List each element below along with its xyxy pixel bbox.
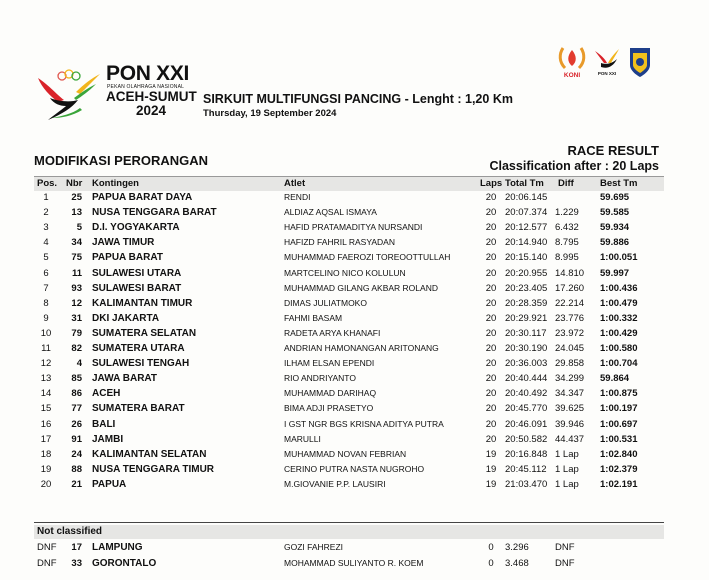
table-row (34, 296, 664, 311)
table-row (34, 311, 664, 326)
table-row (34, 540, 664, 555)
cell-laps: 20 (485, 388, 497, 400)
col-pos: Pos. (37, 178, 58, 189)
table-row (34, 235, 664, 250)
cell-diff: 23.776 (555, 312, 585, 324)
table-row (34, 266, 664, 281)
cell-kontingen: SULAWESI BARAT (92, 282, 182, 294)
cell-total: 20:50.582 (505, 433, 548, 445)
cell-total: 20:40.444 (505, 373, 548, 385)
cell-laps: 19 (485, 448, 497, 460)
brand-title: PON XXI (106, 62, 190, 85)
cell-total: 20:46.091 (505, 418, 548, 430)
cell-total: 3.468 (505, 557, 529, 569)
cell-total: 3.296 (505, 542, 529, 553)
cell-diff: 44.437 (555, 433, 585, 445)
cell-laps: 20 (485, 267, 497, 279)
cell-nbr: 33 (71, 557, 82, 569)
cell-diff: 39.946 (555, 418, 585, 430)
cell-pos: 17 (40, 433, 52, 445)
cell-nbr: 75 (71, 252, 82, 264)
brand-host: ACEH-SUMUT (106, 89, 197, 104)
cell-laps: 19 (485, 478, 497, 490)
cell-best: 59.997 (600, 267, 630, 279)
cell-diff: 17.260 (555, 282, 585, 294)
cell-pos: 12 (40, 358, 52, 370)
cell-total: 20:28.359 (505, 297, 548, 309)
table-row (34, 462, 664, 477)
cell-kontingen: JAWA BARAT (92, 373, 157, 385)
cell-diff: 14.810 (555, 267, 585, 279)
cell-best: 1:02.191 (600, 478, 638, 490)
event-date: Thursday, 19 September 2024 (203, 108, 337, 119)
pon-xxi-small-logo-icon (593, 45, 621, 79)
cell-laps: 20 (485, 222, 497, 234)
cell-laps: 20 (485, 433, 497, 445)
cell-atlet: ILHAM ELSAN EPENDI (284, 358, 375, 369)
cell-atlet: MARULLI (284, 433, 321, 444)
classification-info: Classification after : 20 Laps (489, 159, 659, 173)
cell-pos: 11 (41, 343, 51, 354)
cell-pos: 7 (43, 282, 49, 294)
col-total: Total Tm (505, 178, 544, 189)
cell-pos: 2 (43, 207, 49, 219)
cell-total: 20:16.848 (505, 448, 548, 460)
cell-kontingen: SULAWESI TENGAH (92, 358, 190, 370)
cell-atlet: MUHAMMAD NOVAN FEBRIAN (284, 448, 407, 459)
cell-kontingen: GORONTALO (92, 557, 157, 569)
cell-pos: 15 (40, 403, 52, 415)
cell-diff: 1 Lap (555, 463, 579, 475)
cell-diff: 1.229 (555, 207, 579, 219)
cell-total: 20:14.940 (505, 237, 548, 249)
cell-laps: 0 (488, 542, 494, 553)
cell-total: 20:40.492 (505, 388, 548, 400)
cell-best: 1:00.479 (600, 297, 638, 309)
cell-nbr: 82 (71, 343, 82, 354)
brand-block (106, 63, 197, 118)
table-row (34, 477, 664, 492)
cell-nbr: 31 (71, 312, 82, 324)
cell-diff: 8.795 (555, 237, 579, 249)
table-row (34, 401, 664, 416)
cell-laps: 20 (485, 403, 497, 415)
cell-total: 20:20.955 (505, 267, 548, 279)
table-row (34, 190, 664, 205)
brand-subtitle: PEKAN OLAHRAGA NASIONAL (107, 84, 185, 90)
cell-total: 21:03.470 (505, 478, 548, 490)
col-best: Best Tm (600, 178, 638, 189)
table-row (34, 447, 664, 462)
cell-atlet: ALDIAZ AQSAL ISMAYA (284, 207, 377, 218)
table-row (34, 326, 664, 341)
cell-atlet: MUHAMMAD FAEROZI TOREOOTTULLAH (284, 252, 451, 263)
cell-diff: DNF (555, 542, 575, 553)
cell-best: 1:00.697 (600, 418, 638, 430)
col-kontingen: Kontingen (92, 178, 139, 189)
cell-nbr: 26 (71, 418, 82, 430)
cell-total: 20:15.140 (505, 252, 548, 264)
cell-kontingen: SUMATERA SELATAN (92, 327, 197, 339)
cell-pos: 13 (40, 373, 52, 385)
cell-nbr: 86 (71, 388, 82, 400)
venue-title: SIRKUIT MULTIFUNGSI PANCING - Lenght : 1,20 Km (203, 92, 513, 106)
brand-year: 2024 (136, 103, 167, 118)
cell-total: 20:12.577 (505, 222, 548, 234)
cell-best: 59.886 (600, 237, 630, 249)
cell-diff: 39.625 (555, 403, 585, 415)
cell-nbr: 11 (71, 267, 82, 279)
col-atlet: Atlet (284, 178, 306, 189)
cell-pos: 9 (43, 312, 49, 324)
cell-pos: 14 (40, 388, 52, 400)
cell-laps: 20 (485, 373, 497, 385)
cell-atlet: RIO ANDRIYANTO (284, 373, 356, 384)
cell-laps: 20 (485, 327, 497, 339)
cell-pos: 16 (40, 418, 52, 430)
cell-diff: 24.045 (555, 343, 585, 354)
cell-laps: 20 (485, 418, 497, 430)
cell-atlet: M.GIOVANIE P.P. LAUSIRI (284, 478, 386, 489)
cell-kontingen: PAPUA BARAT (92, 252, 163, 264)
table-row (34, 281, 664, 296)
cell-nbr: 85 (71, 373, 82, 385)
cell-total: 20:45.770 (505, 403, 548, 415)
col-diff: Diff (558, 178, 574, 189)
table-row (34, 205, 664, 220)
cell-atlet: HAFID PRATAMADITYA NURSANDI (284, 222, 423, 233)
cell-total: 20:07.374 (505, 207, 548, 219)
class-title: MODIFIKASI PERORANGAN (34, 153, 209, 168)
cell-kontingen: D.I. YOGYAKARTA (92, 222, 180, 234)
cell-nbr: 12 (71, 297, 82, 309)
cell-best: 1:00.332 (600, 312, 638, 324)
divider (34, 522, 664, 523)
cell-pos: 4 (43, 237, 49, 249)
cell-laps: 20 (485, 297, 497, 309)
cell-atlet: FAHMI BASAM (284, 312, 343, 323)
cell-diff: 22.214 (555, 297, 585, 309)
cell-diff: DNF (555, 557, 575, 569)
cell-kontingen: PAPUA BARAT DAYA (92, 192, 193, 203)
cell-laps: 20 (485, 343, 497, 354)
cell-atlet: CERINO PUTRA NASTA NUGROHO (284, 463, 425, 474)
cell-nbr: 5 (76, 222, 82, 234)
cell-best: 1:00.429 (600, 327, 638, 339)
cell-diff: 34.299 (555, 373, 585, 385)
cell-atlet: HAFIZD FAHRIL RASYADAN (284, 237, 395, 248)
cell-nbr: 24 (71, 448, 82, 460)
cell-diff: 1 Lap (555, 478, 579, 490)
cell-nbr: 34 (71, 237, 82, 249)
cell-nbr: 21 (71, 478, 82, 490)
cell-kontingen: LAMPUNG (92, 542, 143, 553)
pon-xxi-logo-icon (36, 66, 102, 122)
cell-atlet: DIMAS JULIATMOKO (284, 297, 367, 308)
cell-kontingen: SUMATERA BARAT (92, 403, 185, 415)
table-row (34, 556, 664, 571)
cell-laps: 20 (485, 312, 497, 324)
cell-laps: 20 (485, 358, 497, 370)
cell-best: 1:00.197 (600, 403, 638, 415)
cell-best: 59.934 (600, 222, 630, 234)
cell-atlet: MUHAMMAD GILANG AKBAR ROLAND (284, 282, 438, 293)
cell-laps: 0 (488, 557, 494, 569)
cell-best: 1:00.704 (600, 358, 638, 370)
cell-total: 20:36.003 (505, 358, 548, 370)
cell-nbr: 79 (71, 327, 82, 339)
cell-nbr: 13 (71, 207, 82, 219)
cell-diff: 8.995 (555, 252, 579, 264)
cell-kontingen: NUSA TENGGARA TIMUR (92, 463, 215, 475)
cell-pos: 1 (43, 192, 49, 203)
col-nbr: Nbr (66, 178, 83, 189)
cell-kontingen: NUSA TENGGARA BARAT (92, 207, 217, 219)
cell-pos: 3 (43, 222, 49, 234)
cell-kontingen: DKI JAKARTA (92, 312, 160, 324)
cell-kontingen: JAMBI (92, 433, 124, 445)
cell-kontingen: BALI (92, 418, 116, 430)
not-classified-label: Not classified (37, 526, 103, 537)
cell-atlet: ANDRIAN HAMONANGAN ARITONANG (284, 343, 439, 353)
cell-laps: 20 (485, 282, 497, 294)
cell-kontingen: SUMATERA UTARA (92, 343, 185, 354)
cell-kontingen: PAPUA (92, 478, 127, 490)
cell-total: 20:29.921 (505, 312, 548, 324)
cell-pos: 18 (40, 448, 52, 460)
table-row (34, 341, 664, 356)
col-laps: Laps (480, 178, 503, 189)
cell-pos: 8 (43, 297, 49, 309)
cell-total: 20:45.112 (505, 463, 547, 475)
cell-kontingen: SULAWESI UTARA (92, 267, 182, 279)
table-row (34, 371, 664, 386)
not-classified-header (34, 525, 664, 539)
koni-logo-icon (557, 44, 587, 80)
cell-total: 20:30.190 (505, 343, 548, 354)
table-row (34, 220, 664, 235)
cell-pos: 20 (40, 478, 52, 490)
cell-diff: 1 Lap (555, 448, 579, 460)
cell-atlet: RADETA ARYA KHANAFI (284, 327, 381, 338)
cell-laps: 19 (485, 463, 497, 475)
cell-best: 1:00.580 (600, 343, 638, 354)
cell-total: 20:23.405 (505, 282, 548, 294)
cell-nbr: 25 (71, 192, 82, 203)
cell-pos: 19 (40, 463, 52, 475)
cell-atlet: GOZI FAHREZI (284, 542, 344, 552)
table-header (34, 176, 664, 191)
cell-nbr: 88 (71, 463, 82, 475)
cell-laps: 20 (485, 192, 497, 203)
cell-best: 1:02.379 (600, 463, 638, 475)
cell-best: 59.864 (600, 373, 630, 385)
cell-atlet: RENDI (284, 192, 311, 202)
cell-laps: 20 (485, 252, 497, 264)
cell-kontingen: KALIMANTAN SELATAN (92, 448, 207, 460)
cell-kontingen: JAWA TIMUR (92, 237, 155, 249)
sponsor-logos (557, 44, 653, 80)
cell-pos: 5 (43, 252, 49, 264)
svg-text:PON XXI: PON XXI (597, 71, 617, 76)
table-row (34, 356, 664, 371)
table-row (34, 417, 664, 432)
cell-atlet: I GST NGR BGS KRISNA ADITYA PUTRA (284, 418, 444, 429)
cell-atlet: MOHAMMAD SULIYANTO R. KOEM (284, 557, 424, 568)
cell-total: 20:06.145 (505, 192, 548, 203)
imi-shield-logo-icon (627, 45, 653, 79)
cell-nbr: 91 (71, 433, 82, 445)
cell-atlet: MUHAMMAD DARIHAQ (284, 388, 377, 399)
cell-kontingen: ACEH (92, 388, 121, 400)
cell-laps: 20 (485, 207, 497, 219)
cell-diff: 34.347 (555, 388, 585, 400)
table-row (34, 250, 664, 265)
cell-atlet: BIMA ADJI PRASETYO (284, 403, 374, 414)
cell-best: 1:00.875 (600, 388, 638, 400)
cell-laps: 20 (485, 237, 497, 249)
cell-pos: DNF (37, 542, 57, 553)
cell-best: 59.585 (600, 207, 630, 219)
cell-best: 1:02.840 (600, 448, 638, 460)
cell-best: 1:00.051 (600, 252, 638, 264)
cell-best: 59.695 (600, 192, 630, 203)
cell-nbr: 77 (71, 403, 82, 415)
cell-best: 1:00.436 (600, 282, 638, 294)
cell-diff: 6.432 (555, 222, 579, 234)
cell-pos: 10 (40, 327, 52, 339)
cell-nbr: 93 (71, 282, 82, 294)
cell-diff: 23.972 (555, 327, 585, 339)
cell-pos: 6 (43, 267, 49, 279)
cell-nbr: 4 (76, 358, 82, 370)
table-row (34, 432, 664, 447)
cell-best: 1:00.531 (600, 433, 638, 445)
cell-total: 20:30.117 (505, 327, 547, 339)
race-result-title: RACE RESULT (567, 143, 659, 158)
cell-kontingen: KALIMANTAN TIMUR (92, 297, 193, 309)
table-row (34, 386, 664, 401)
svg-text:KONI: KONI (563, 72, 581, 79)
cell-diff: 29.858 (555, 358, 585, 370)
cell-atlet: MARTCELINO NICO KOLULUN (284, 267, 406, 278)
cell-nbr: 17 (71, 542, 82, 553)
cell-pos: DNF (37, 557, 57, 569)
